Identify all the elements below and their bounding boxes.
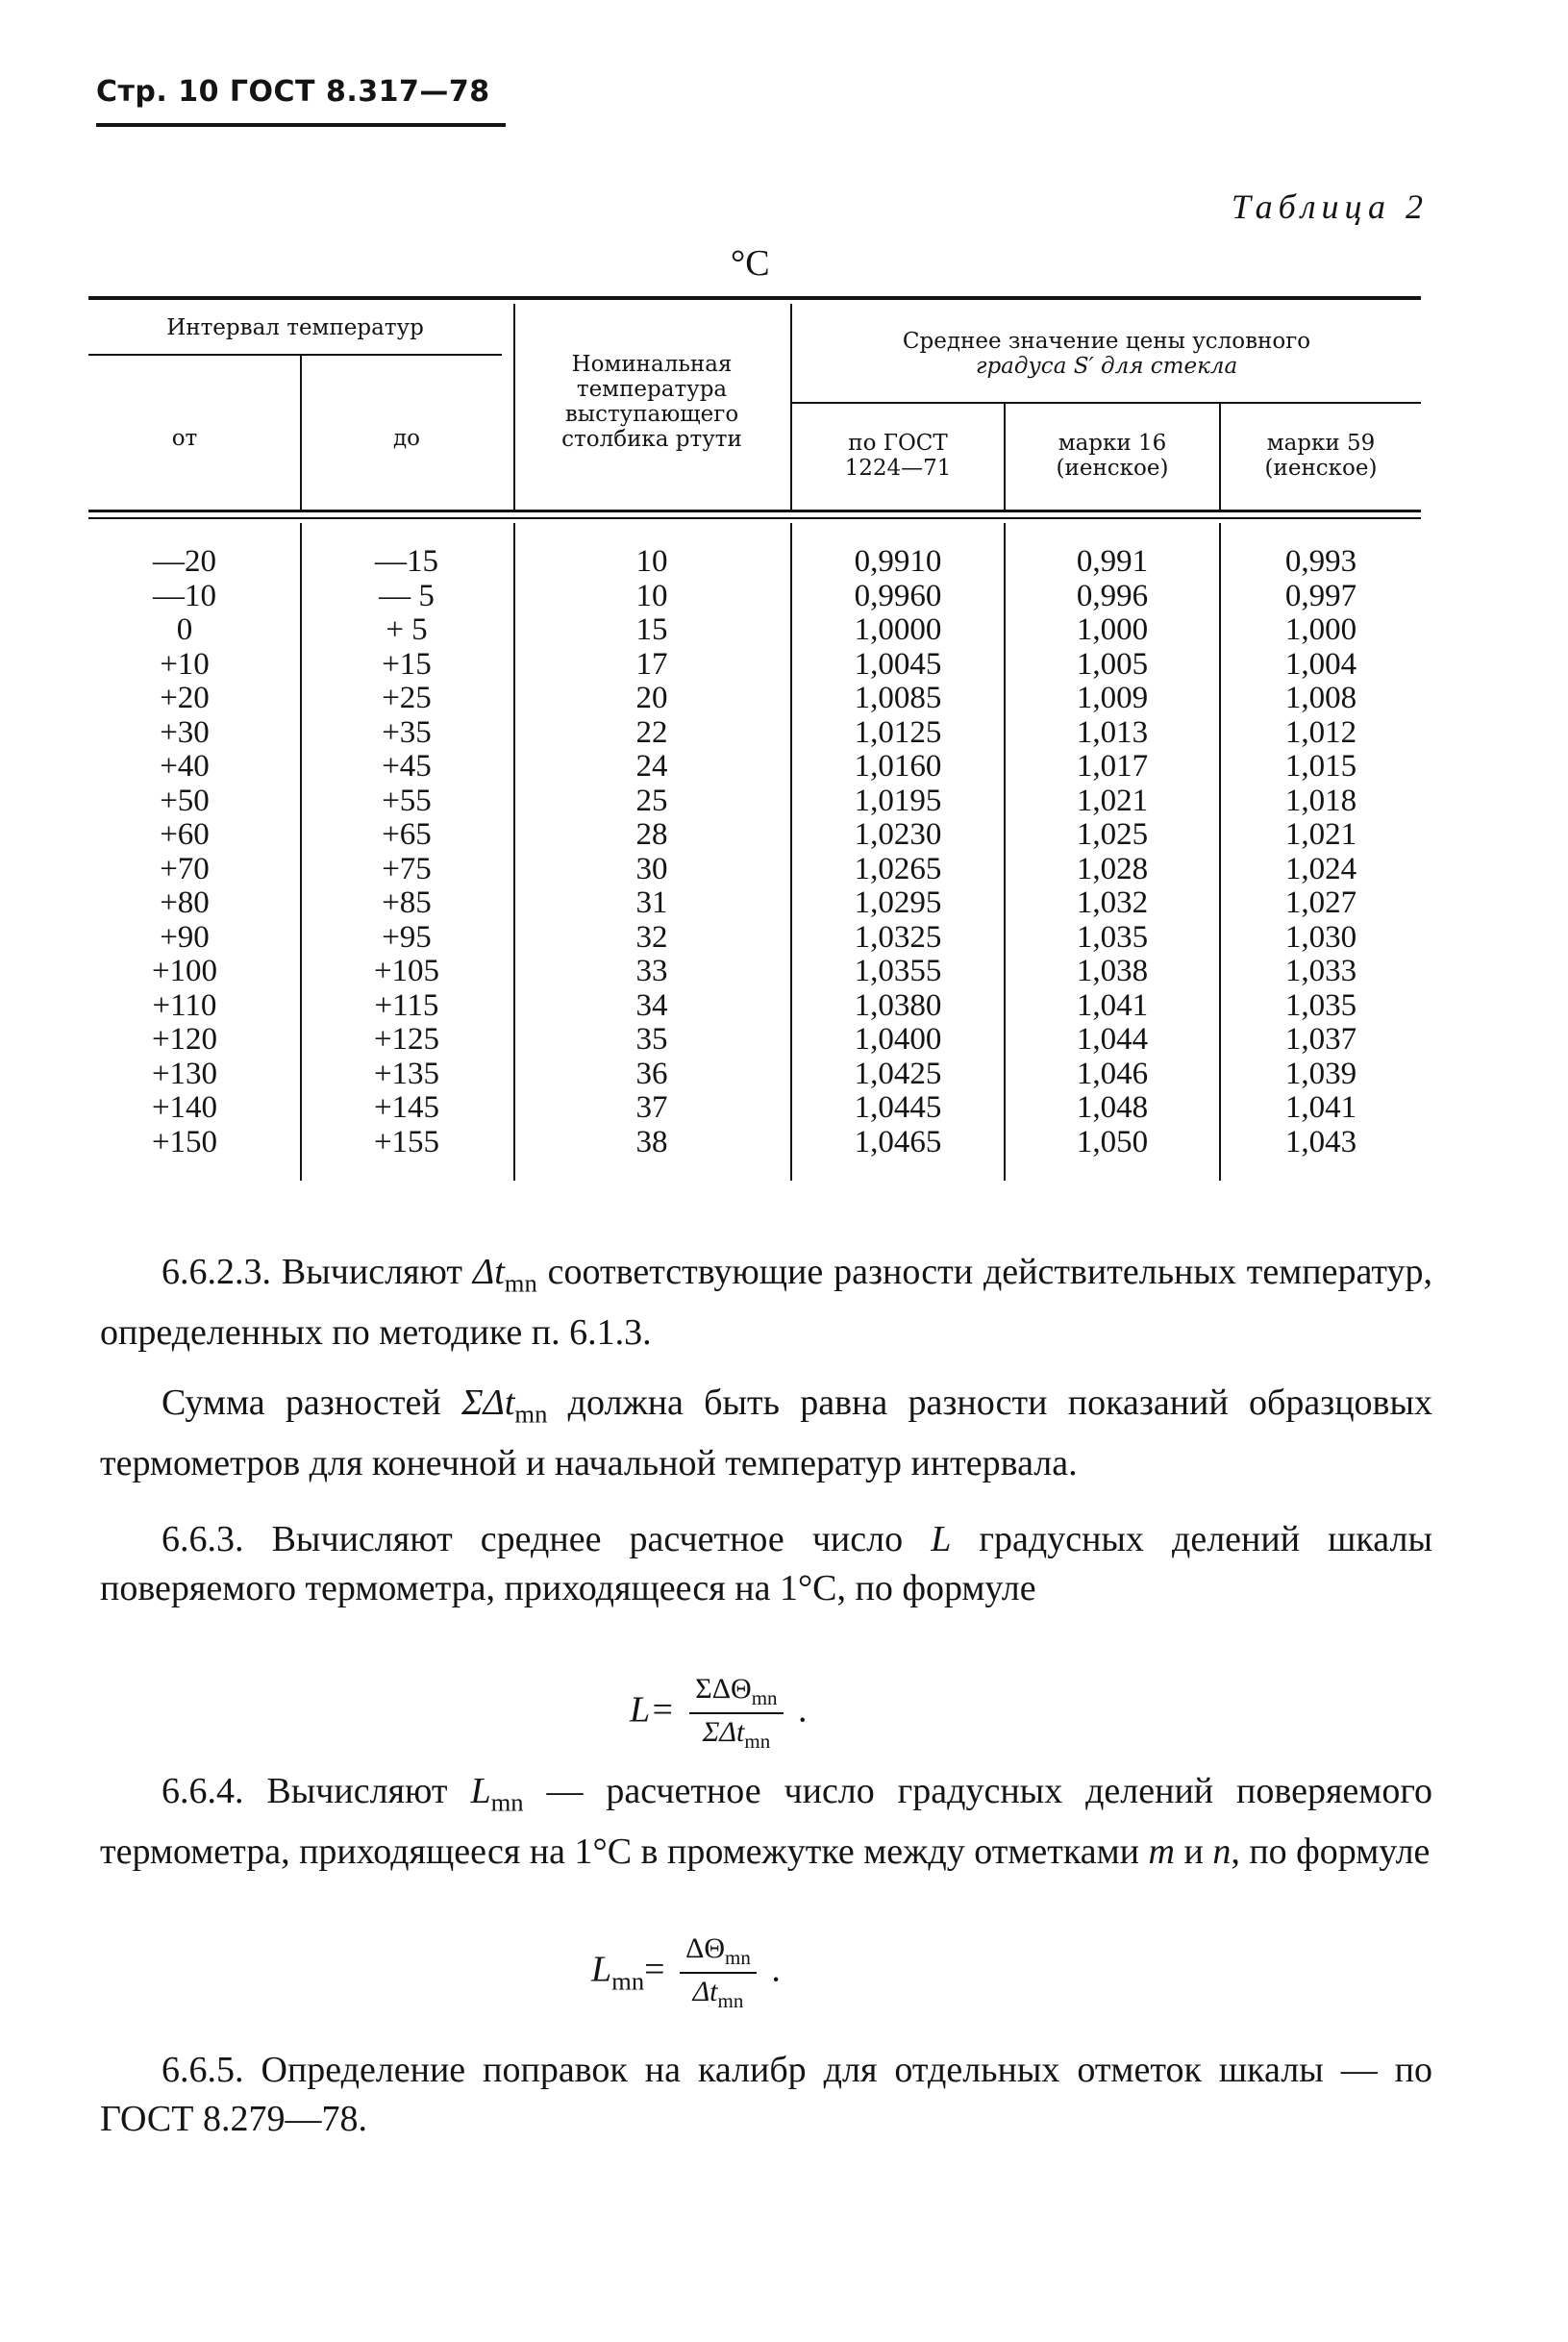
table-cell: 1,004 (1284, 646, 1357, 682)
table-cell: 1,0045 (854, 646, 942, 682)
p1-sub: mn (504, 1268, 537, 1298)
table-unit: °C (731, 243, 770, 284)
denominator-text: Δt (692, 1976, 718, 2007)
table-cell: 1,0265 (854, 851, 942, 886)
table-cell: 1,0445 (854, 1090, 942, 1125)
table-cell: +135 (373, 1056, 440, 1091)
p3-symbol: L (931, 1519, 952, 1559)
table-cell: 1,009 (1076, 681, 1149, 715)
denominator-sub: mn (744, 1730, 771, 1753)
table-cell: 1,0085 (854, 681, 942, 715)
formula-L-denominator (689, 1714, 783, 1754)
table-cell: 1,015 (1284, 749, 1357, 784)
table-cell: 33 (635, 954, 668, 988)
p4-and: и (1174, 1831, 1213, 1872)
table-cell: +120 (151, 1022, 218, 1057)
formula-Lmn-lhs-sub: mn (611, 1966, 645, 1996)
table-cell: 1,0425 (854, 1056, 942, 1091)
header-nominal-line: столбика ртути (561, 427, 742, 452)
table-cell: 1,030 (1284, 919, 1357, 955)
formula-Lmn-lhs: L (591, 1949, 612, 1990)
table-cell: 10 (635, 544, 668, 579)
table-cell: 38 (635, 1124, 668, 1159)
table-cell: 10 (635, 578, 668, 613)
page-header: Стр. 10 ГОСТ 8.317—78 (96, 75, 490, 109)
table-cell: 31 (635, 885, 668, 920)
paragraph-sum (100, 1379, 1432, 1488)
table-cell: 22 (635, 714, 668, 750)
paragraph-6-6-4 (100, 1767, 1432, 1877)
table-cell: 0 (176, 612, 193, 647)
table-cell: +35 (382, 714, 432, 750)
table-cell: 1,032 (1076, 885, 1149, 920)
p3-text-a: 6.6.3. Вычисляют среднее расчетное число (162, 1519, 932, 1559)
table-cell: 1,041 (1076, 987, 1149, 1023)
header-to: до (392, 426, 420, 451)
table-cell: +70 (160, 851, 210, 886)
table-cell: 1,043 (1284, 1124, 1357, 1159)
header-m59 (1221, 431, 1421, 481)
table-cell: 1,048 (1076, 1090, 1149, 1125)
table-cell: +80 (160, 885, 210, 920)
table-cell: 1,039 (1284, 1056, 1357, 1091)
header-gost (792, 431, 1004, 481)
table-cell: +55 (382, 783, 432, 818)
table-cell: 1,046 (1076, 1056, 1149, 1091)
table-cell: +155 (373, 1124, 440, 1159)
formula-L-end: . (798, 1689, 808, 1731)
formula-L-numerator (689, 1673, 783, 1714)
header-nominal-line: Номинальная (571, 352, 733, 377)
table-cell: +20 (160, 681, 210, 715)
p4-text-c: , по формуле (1231, 1831, 1431, 1872)
table-cell: 0,991 (1076, 544, 1149, 579)
table-cell: 1,017 (1076, 749, 1149, 784)
p4-symbol: L (470, 1771, 491, 1811)
table-cell: 1,0465 (854, 1124, 942, 1159)
numerator-text: ΣΔΘ (695, 1673, 752, 1705)
table-cell: 1,0400 (854, 1022, 942, 1057)
table-cell: 20 (635, 681, 668, 715)
p2-symbol: ΣΔt (460, 1383, 515, 1423)
table-cell: 24 (635, 749, 668, 784)
denominator-text: ΣΔt (702, 1716, 745, 1748)
table-cell: 1,0195 (854, 783, 942, 818)
table-cell: 1,027 (1284, 885, 1357, 920)
table-cell: +15 (382, 646, 432, 682)
table-cell: 1,018 (1284, 783, 1357, 818)
table-cell: 0,9910 (854, 544, 942, 579)
p2-text-a: Сумма разностей (162, 1383, 461, 1423)
header-double-rule (88, 517, 1421, 519)
table-cell: 1,021 (1284, 817, 1357, 852)
table-cell: +95 (382, 919, 432, 955)
table-cell: 1,044 (1076, 1022, 1149, 1057)
table-cell: +10 (160, 646, 210, 682)
table-cell: 35 (635, 1022, 668, 1057)
p3-text-b: градусных делений шкалы поверяемого термометра, приходящееся на 1°С, по формуле (100, 1519, 1432, 1608)
formula-Lmn (591, 1932, 781, 2013)
formula-Lmn-fraction (680, 1932, 757, 2013)
formula-L-lhs: L= (630, 1689, 675, 1731)
header-rule (96, 123, 506, 127)
table-cell: +30 (160, 714, 210, 750)
header-mean-line: градуса S′ для стекла (975, 354, 1238, 379)
table-cell: +25 (382, 681, 432, 715)
table-cell: 36 (635, 1056, 668, 1091)
table-cell: 1,024 (1284, 851, 1357, 886)
table-cell: +110 (152, 987, 217, 1023)
p1-text-b: соответствующие разности действительных температур, определенных по методике п. 6.1.3. (100, 1252, 1432, 1353)
table-cell: +40 (160, 749, 210, 784)
formula-Lmn-denominator (680, 1974, 757, 2013)
formula-L (630, 1673, 808, 1754)
p4-n: n (1212, 1831, 1232, 1872)
table-top-rule (88, 296, 1421, 300)
table-cell: 1,000 (1076, 612, 1149, 647)
table-cell: 1,0355 (854, 954, 942, 988)
table-cell: 1,037 (1284, 1022, 1357, 1057)
table-cell: + 5 (386, 612, 428, 647)
table-cell: 0,997 (1284, 578, 1357, 613)
table-cell: 0,993 (1284, 544, 1357, 579)
p2-sub: mn (514, 1399, 548, 1429)
table-cell: 1,050 (1076, 1124, 1149, 1159)
table-cell: +105 (373, 954, 440, 988)
p1-symbol: Δt (472, 1252, 505, 1292)
header-gost-line: 1224—71 (844, 456, 952, 481)
table-cell: 1,0160 (854, 749, 942, 784)
data-table (88, 296, 1421, 1181)
paragraph-6-6-3 (100, 1515, 1432, 1613)
header-nominal-line: выступающего (564, 402, 739, 427)
table-cell: +65 (382, 817, 432, 852)
numerator-sub: mn (751, 1686, 778, 1709)
table-cell: 1,028 (1076, 851, 1149, 886)
table-cell: 1,000 (1284, 612, 1357, 647)
header-mean-line: Среднее значение цены условного (902, 329, 1311, 354)
table-cell: 1,035 (1076, 919, 1149, 955)
table-cell: —20 (153, 544, 216, 579)
table-cell: —15 (375, 544, 438, 579)
table-cell: 1,0125 (854, 714, 942, 750)
formula-Lmn-eq: = (644, 1949, 665, 1990)
table-cell: +60 (160, 817, 210, 852)
formula-Lmn-numerator (680, 1932, 757, 1974)
table-cell: +50 (160, 783, 210, 818)
header-m16-line: (иенское) (1056, 456, 1169, 481)
table-cell: 28 (635, 817, 668, 852)
table-cell: 1,0230 (854, 817, 942, 852)
table-cell: 1,005 (1076, 646, 1149, 682)
table-hline (792, 402, 1421, 404)
table-cell: 17 (635, 646, 668, 682)
header-m59-line: марки 59 (1266, 431, 1376, 456)
header-nominal-line: температура (576, 377, 728, 402)
table-hline (88, 354, 502, 356)
table-cell: 1,041 (1284, 1090, 1357, 1125)
p4-sub: mn (490, 1787, 524, 1817)
table-cell: +140 (151, 1090, 218, 1125)
p2-text-b: должна быть равна разности показаний образцовых термометров для конечной и начальной температур интервала. (100, 1383, 1433, 1483)
table-cell: +145 (373, 1090, 440, 1125)
table-cell: 1,0380 (854, 987, 942, 1023)
header-gost-line: по ГОСТ (848, 431, 948, 456)
table-cell: 25 (635, 783, 668, 818)
table-cell: 32 (635, 919, 668, 955)
table-cell: +150 (151, 1124, 218, 1159)
p4-m: m (1148, 1831, 1175, 1872)
p1-text-a: 6.6.2.3. Вычисляют (162, 1252, 473, 1292)
header-m16 (1006, 431, 1219, 481)
p5-text: 6.6.5. Определение поправок на калибр для отдельных отметок шкалы — по ГОСТ 8.279—78. (100, 2050, 1432, 2139)
table-cell: +130 (151, 1056, 218, 1091)
table-cell: +75 (382, 851, 432, 886)
table-cell: 1,012 (1284, 714, 1357, 750)
table-cell: +115 (374, 987, 439, 1023)
table-cell: 1,0000 (854, 612, 942, 647)
table-cell: 34 (635, 987, 668, 1023)
paragraph-6-6-2-3 (100, 1248, 1432, 1358)
table-cell: +45 (382, 749, 432, 784)
table-cell: 1,035 (1284, 987, 1357, 1023)
table-cell: 30 (635, 851, 668, 886)
header-m59-line: (иенское) (1264, 456, 1378, 481)
table-cell: +100 (151, 954, 218, 988)
table-cell: 1,033 (1284, 954, 1357, 988)
header-interval: Интервал температур (166, 315, 424, 340)
table-cell: 0,9960 (854, 578, 942, 613)
table-cell: — 5 (379, 578, 435, 613)
table-cell: 1,013 (1076, 714, 1149, 750)
table-cell: +85 (382, 885, 432, 920)
numerator-sub: mn (725, 1946, 751, 1969)
paragraph-6-6-5 (100, 2046, 1432, 2144)
table-cell: —10 (153, 578, 216, 613)
p4-text-b: — расчетное число градусных делений поверяемого термометра, приходящееся на 1°С в промежутке между отметками (100, 1771, 1432, 1872)
table-cell: 1,0295 (854, 885, 942, 920)
header-double-rule (88, 510, 1421, 512)
formula-Lmn-end: . (771, 1949, 781, 1990)
table-cell: +90 (160, 919, 210, 955)
header-from: от (171, 426, 198, 451)
table-cell: 1,008 (1284, 681, 1357, 715)
table-cell: 1,021 (1076, 783, 1149, 818)
table-cell: +125 (373, 1022, 440, 1057)
table-cell: 1,038 (1076, 954, 1149, 988)
formula-L-fraction (689, 1673, 783, 1754)
header-nominal (513, 352, 790, 452)
numerator-text: ΔΘ (685, 1932, 726, 1964)
table-caption: Таблица 2 (1231, 187, 1429, 226)
table-cell: 15 (635, 612, 668, 647)
p4-text-a: 6.6.4. Вычисляют (162, 1771, 471, 1811)
header-mean-title (792, 329, 1421, 379)
header-m16-line: марки 16 (1058, 431, 1167, 456)
denominator-sub: mn (717, 1989, 744, 2012)
table-cell: 37 (635, 1090, 668, 1125)
table-cell: 0,996 (1076, 578, 1149, 613)
table-cell: 1,025 (1076, 817, 1149, 852)
table-cell: 1,0325 (854, 919, 942, 955)
